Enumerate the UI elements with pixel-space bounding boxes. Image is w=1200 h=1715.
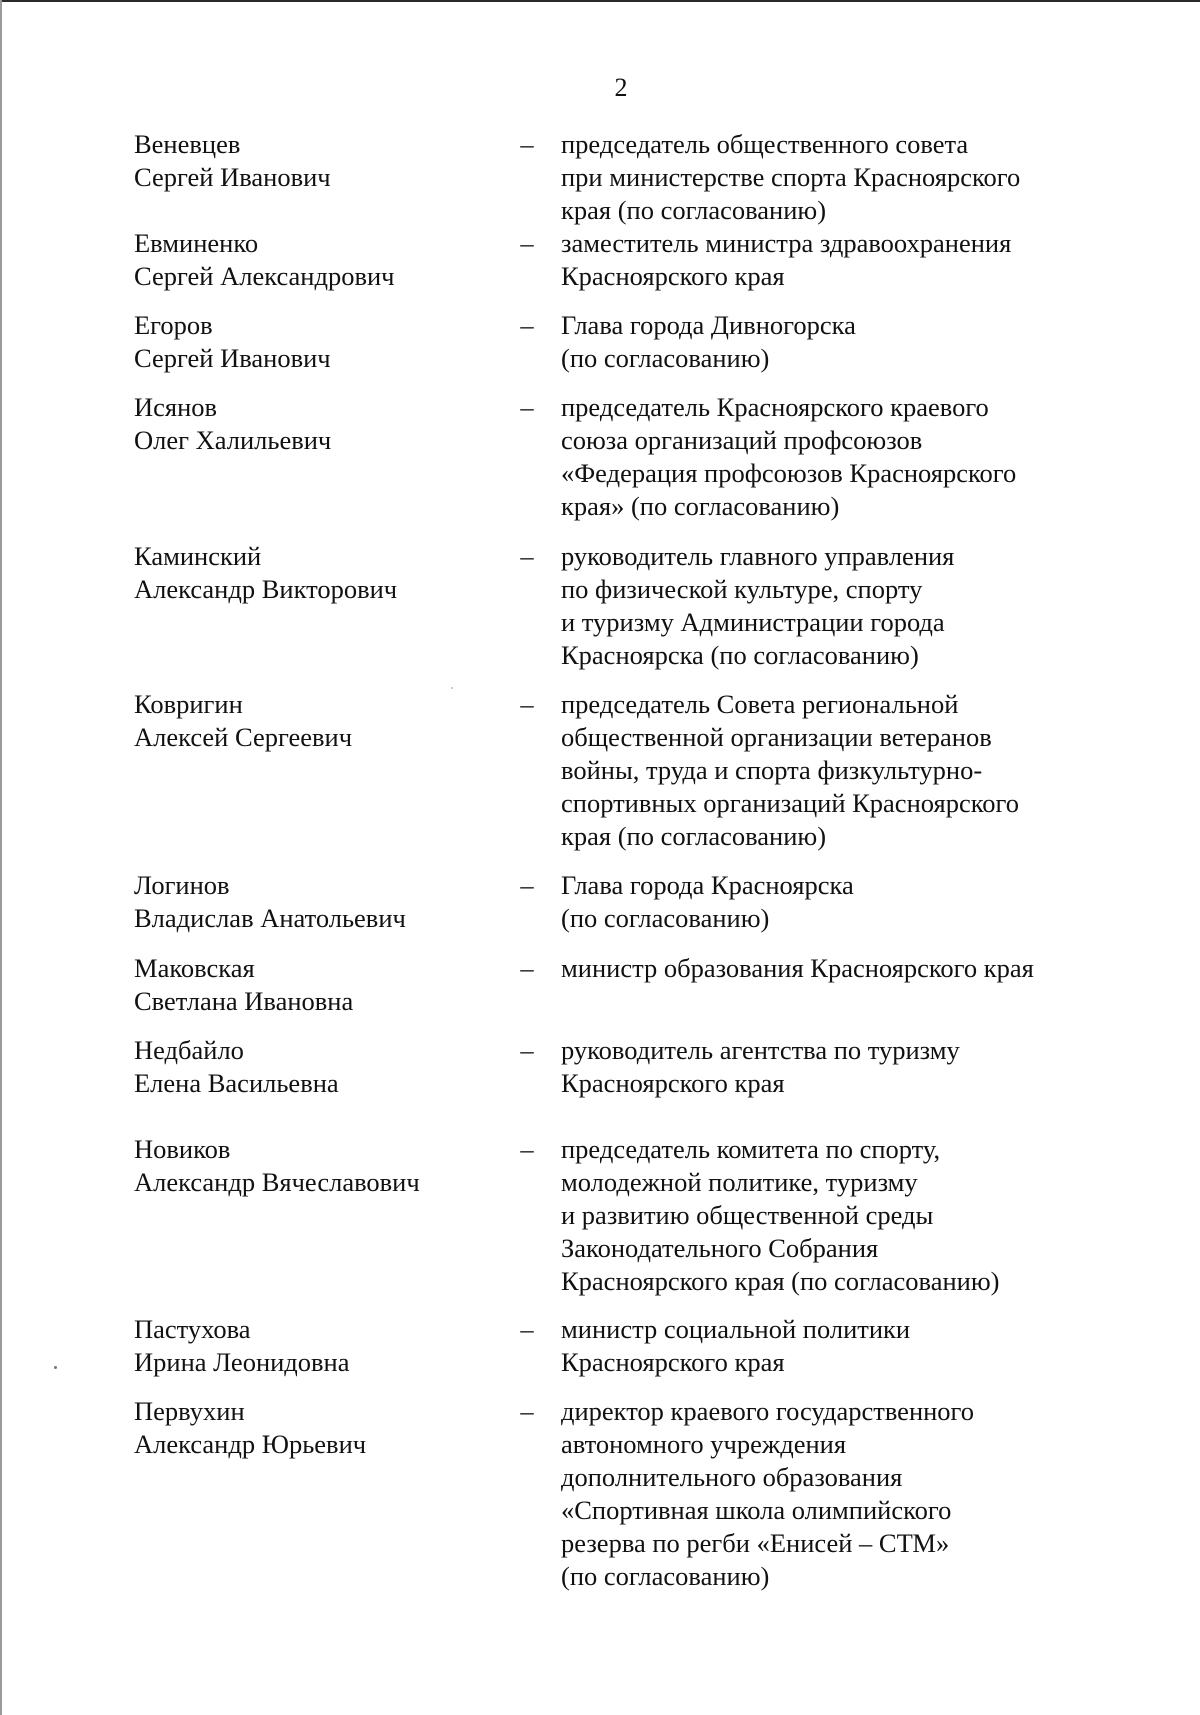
role-line: резерва по регби «Енисей – СТМ» [561, 1528, 950, 1558]
role-line: директор краевого государственного [561, 1396, 975, 1426]
dash-separator: – [520, 310, 534, 340]
role-line: при министерстве спорта Красноярского [561, 162, 1021, 192]
role-line: молодежной политике, туризму [561, 1167, 918, 1197]
dash-separator: – [520, 1314, 534, 1344]
role-line: Глава города Красноярска [561, 870, 854, 900]
member-role [561, 952, 1081, 985]
role-line: Глава города Дивногорска [561, 310, 856, 340]
member-surname: Недбайло [134, 1035, 244, 1065]
role-line: руководитель агентства по туризму [561, 1035, 960, 1065]
member-surname: Новиков [134, 1134, 231, 1164]
member-name [134, 688, 494, 754]
member-given-names: Алексей Сергеевич [134, 722, 353, 752]
member-role [561, 128, 1081, 227]
role-line: Красноярска (по согласованию) [561, 640, 919, 670]
member-surname: Егоров [134, 310, 213, 340]
member-surname: Евминенко [134, 228, 259, 258]
dash-separator: – [520, 689, 534, 719]
role-line: края» (по согласованию) [561, 491, 840, 521]
dash-separator: – [520, 1396, 534, 1426]
member-role [561, 309, 1081, 375]
member-name [134, 1034, 494, 1100]
member-given-names: Олег Халильевич [134, 425, 332, 455]
member-given-names: Елена Васильевна [134, 1068, 339, 1098]
role-line: и развитию общественной среды [561, 1200, 934, 1230]
role-line: председатель Красноярского краевого [561, 392, 989, 422]
dash-separator: – [520, 541, 534, 571]
member-name [134, 227, 494, 293]
member-surname: Маковская [134, 953, 255, 983]
member-given-names: Ирина Леонидовна [134, 1347, 350, 1377]
member-name [134, 1133, 494, 1199]
scan-speck [54, 1366, 57, 1369]
member-name [134, 1313, 494, 1379]
member-given-names: Александр Юрьевич [134, 1429, 367, 1459]
member-given-names: Александр Вячеславович [134, 1167, 420, 1197]
member-surname: Каминский [134, 541, 262, 571]
role-line: союза организаций профсоюзов [561, 425, 923, 455]
dash-separator: – [520, 228, 534, 258]
member-given-names: Сергей Иванович [134, 343, 331, 373]
member-role [561, 227, 1081, 293]
member-given-names: Светлана Ивановна [134, 986, 354, 1016]
member-surname: Исянов [134, 392, 218, 422]
member-surname: Первухин [134, 1396, 245, 1426]
page-number: 2 [614, 73, 628, 102]
member-name [134, 869, 494, 935]
member-name [134, 391, 494, 457]
member-role [561, 1034, 1081, 1100]
role-line: спортивных организаций Красноярского [561, 788, 1019, 818]
member-name [134, 540, 494, 606]
member-role [561, 540, 1081, 672]
dash-separator: – [520, 392, 534, 422]
member-name [134, 309, 494, 375]
dash-separator: – [520, 953, 534, 983]
role-line: «Федерация профсоюзов Красноярского [561, 458, 1017, 488]
member-role [561, 1313, 1081, 1379]
member-name [134, 952, 494, 1018]
member-given-names: Сергей Иванович [134, 162, 331, 192]
role-line: Красноярского края [561, 1068, 785, 1098]
member-given-names: Сергей Александрович [134, 261, 395, 291]
role-line: Красноярского края [561, 261, 785, 291]
member-role [561, 1395, 1081, 1593]
scan-edge-top [0, 0, 1200, 2]
role-line: края (по согласованию) [561, 821, 827, 851]
role-line: (по согласованию) [561, 343, 770, 373]
member-surname: Логинов [134, 870, 230, 900]
dash-separator: – [520, 870, 534, 900]
role-line: заместитель министра здравоохранения [561, 228, 1012, 258]
role-line: председатель Совета региональной [561, 689, 959, 719]
role-line: председатель общественного совета [561, 129, 969, 159]
member-surname: Ковригин [134, 689, 243, 719]
scan-speck [451, 687, 453, 689]
member-surname: Пастухова [134, 1314, 251, 1344]
dash-separator: – [520, 129, 534, 159]
role-line: и туризму Администрации города [561, 607, 945, 637]
member-role [561, 688, 1081, 853]
member-name [134, 1395, 494, 1461]
role-line: Красноярского края [561, 1347, 785, 1377]
role-line: общественной организации ветеранов [561, 722, 992, 752]
member-role [561, 869, 1081, 935]
role-line: министр образования Красноярского края [561, 953, 1034, 983]
member-name [134, 128, 494, 194]
role-line: дополнительного образования [561, 1462, 903, 1492]
dash-separator: – [520, 1134, 534, 1164]
role-line: министр социальной политики [561, 1314, 911, 1344]
dash-separator: – [520, 1035, 534, 1065]
role-line: автономного учреждения [561, 1429, 847, 1459]
role-line: Красноярского края (по согласованию) [561, 1266, 1000, 1296]
role-line: «Спортивная школа олимпийского [561, 1495, 952, 1525]
member-role [561, 1133, 1081, 1298]
member-given-names: Александр Викторович [134, 574, 398, 604]
role-line: войны, труда и спорта физкультурно- [561, 755, 983, 785]
role-line: по физической культуре, спорту [561, 574, 923, 604]
role-line: Законодательного Собрания [561, 1233, 879, 1263]
member-role [561, 391, 1081, 523]
role-line: председатель комитета по спорту, [561, 1134, 941, 1164]
scan-edge-left [0, 0, 2, 1715]
member-surname: Веневцев [134, 129, 241, 159]
member-given-names: Владислав Анатольевич [134, 903, 406, 933]
role-line: (по согласованию) [561, 903, 770, 933]
role-line: (по согласованию) [561, 1561, 770, 1591]
role-line: руководитель главного управления [561, 541, 955, 571]
role-line: края (по согласованию) [561, 195, 827, 225]
